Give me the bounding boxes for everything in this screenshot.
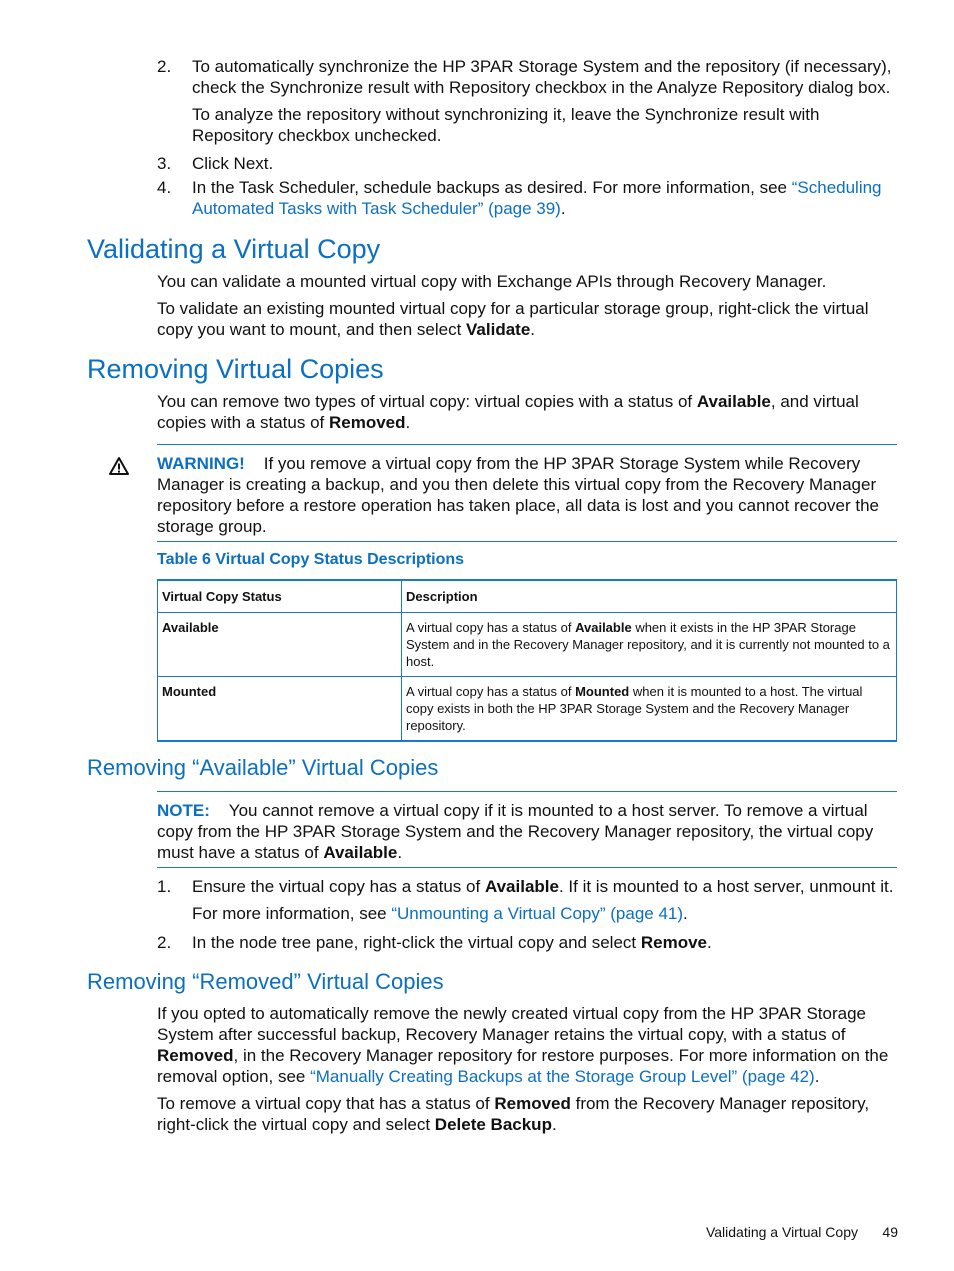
list-item-subtext: To analyze the repository without synchronizing it, leave the Synchronize result with Repository checkbox unchecked.: [192, 105, 820, 145]
section-heading-validating: Validating a Virtual Copy: [87, 234, 381, 264]
paragraph: You can validate a mounted virtual copy with Exchange APIs through Recovery Manager.: [157, 272, 827, 291]
column-header: Virtual Copy Status: [158, 580, 402, 613]
subsection-heading-removed: Removing “Removed” Virtual Copies: [87, 969, 444, 994]
footer-section-title: Validating a Virtual Copy: [705, 1224, 858, 1240]
section-heading-removing: Removing Virtual Copies: [87, 354, 384, 384]
note-label: NOTE:: [157, 801, 210, 820]
note-text: NOTE: You cannot remove a virtual copy if it is mounted to a host server. To remove a virtual copy from the HP 3PAR Storage System and the Recovery Manager repository, the virtual copy must have a status of Available.: [157, 801, 874, 862]
status-table: [157, 579, 897, 742]
divider: [157, 444, 897, 445]
subsection-heading-available: Removing “Available” Virtual Copies: [87, 755, 439, 780]
list-item-text: Click Next.: [192, 154, 274, 173]
table-caption: Table 6 Virtual Copy Status Descriptions: [157, 551, 465, 568]
list-item-text: In the Task Scheduler, schedule backups as desired. For more information, see “Scheduling Automated Tasks with Task Scheduler” (page 39).: [192, 178, 882, 218]
list-number: 2.: [157, 57, 172, 76]
list-item-text: Ensure the virtual copy has a status of Available. If it is mounted to a host server, unmount it.: [192, 877, 894, 896]
warning-text: WARNING! If you remove a virtual copy from the HP 3PAR Storage System while Recovery Manager is creating a backup, and you then delete this virtual copy from the Recovery Manager repository before a restore operation has taken place, all data is lost and you cannot recover the storage group.: [157, 454, 879, 536]
description-cell: A virtual copy has a status of Mounted when it is mounted to a host. The virtual copy exists in both the HP 3PAR Storage System and the Recovery Manager repository.: [402, 677, 897, 742]
description-cell: A virtual copy has a status of Available when it exists in the HP 3PAR Storage System and in the Recovery Manager repository, and it is currently not mounted to a host.: [402, 613, 897, 677]
warning-label: WARNING!: [157, 454, 245, 473]
list-number: 3.: [157, 154, 172, 173]
column-header: Description: [402, 580, 897, 613]
scheduling-link[interactable]: “Scheduling Automated Tasks with Task Scheduler” (page 39): [192, 178, 882, 218]
table-row: [158, 613, 897, 677]
list-number: 1.: [157, 877, 172, 896]
paragraph: You can remove two types of virtual copy: virtual copies with a status of Available, and virtual copies with a status of Removed.: [157, 392, 859, 432]
list-item-subtext: For more information, see “Unmounting a Virtual Copy” (page 41).: [192, 904, 688, 923]
table-header-row: [158, 580, 897, 613]
list-item-text: To automatically synchronize the HP 3PAR Storage System and the repository (if necessary), check the Synchronize result with Repository checkbox in the Analyze Repository dialog box.: [192, 57, 892, 97]
unmounting-link[interactable]: “Unmounting a Virtual Copy” (page 41): [391, 904, 684, 923]
warning-icon: [108, 456, 130, 476]
paragraph: If you opted to automatically remove the newly created virtual copy from the HP 3PAR Storage System after successful backup, Recovery Manager retains the virtual copy, with a status of Removed, in the Recovery Manager repository for restore purposes. For more information on the removal option, see “Manually Creating Backups at the Storage Group Level” (page 42).: [157, 1004, 889, 1086]
status-cell: Available: [158, 613, 402, 677]
paragraph: To validate an existing mounted virtual copy for a particular storage group, right-click the virtual copy you want to mount, and then select Validate.: [157, 299, 869, 339]
status-cell: Mounted: [158, 677, 402, 742]
page-number: 49: [882, 1224, 898, 1240]
list-number: 2.: [157, 933, 172, 952]
table-row: [158, 677, 897, 742]
divider: [157, 791, 897, 792]
divider: [157, 541, 897, 542]
list-item-text: In the node tree pane, right-click the virtual copy and select Remove.: [192, 933, 712, 952]
list-number: 4.: [157, 178, 172, 197]
manual-backups-link[interactable]: “Manually Creating Backups at the Storage Group Level” (page 42): [310, 1067, 815, 1086]
divider: [157, 867, 897, 868]
paragraph: To remove a virtual copy that has a status of Removed from the Recovery Manager repository, right-click the virtual copy and select Delete Backup.: [157, 1094, 870, 1134]
